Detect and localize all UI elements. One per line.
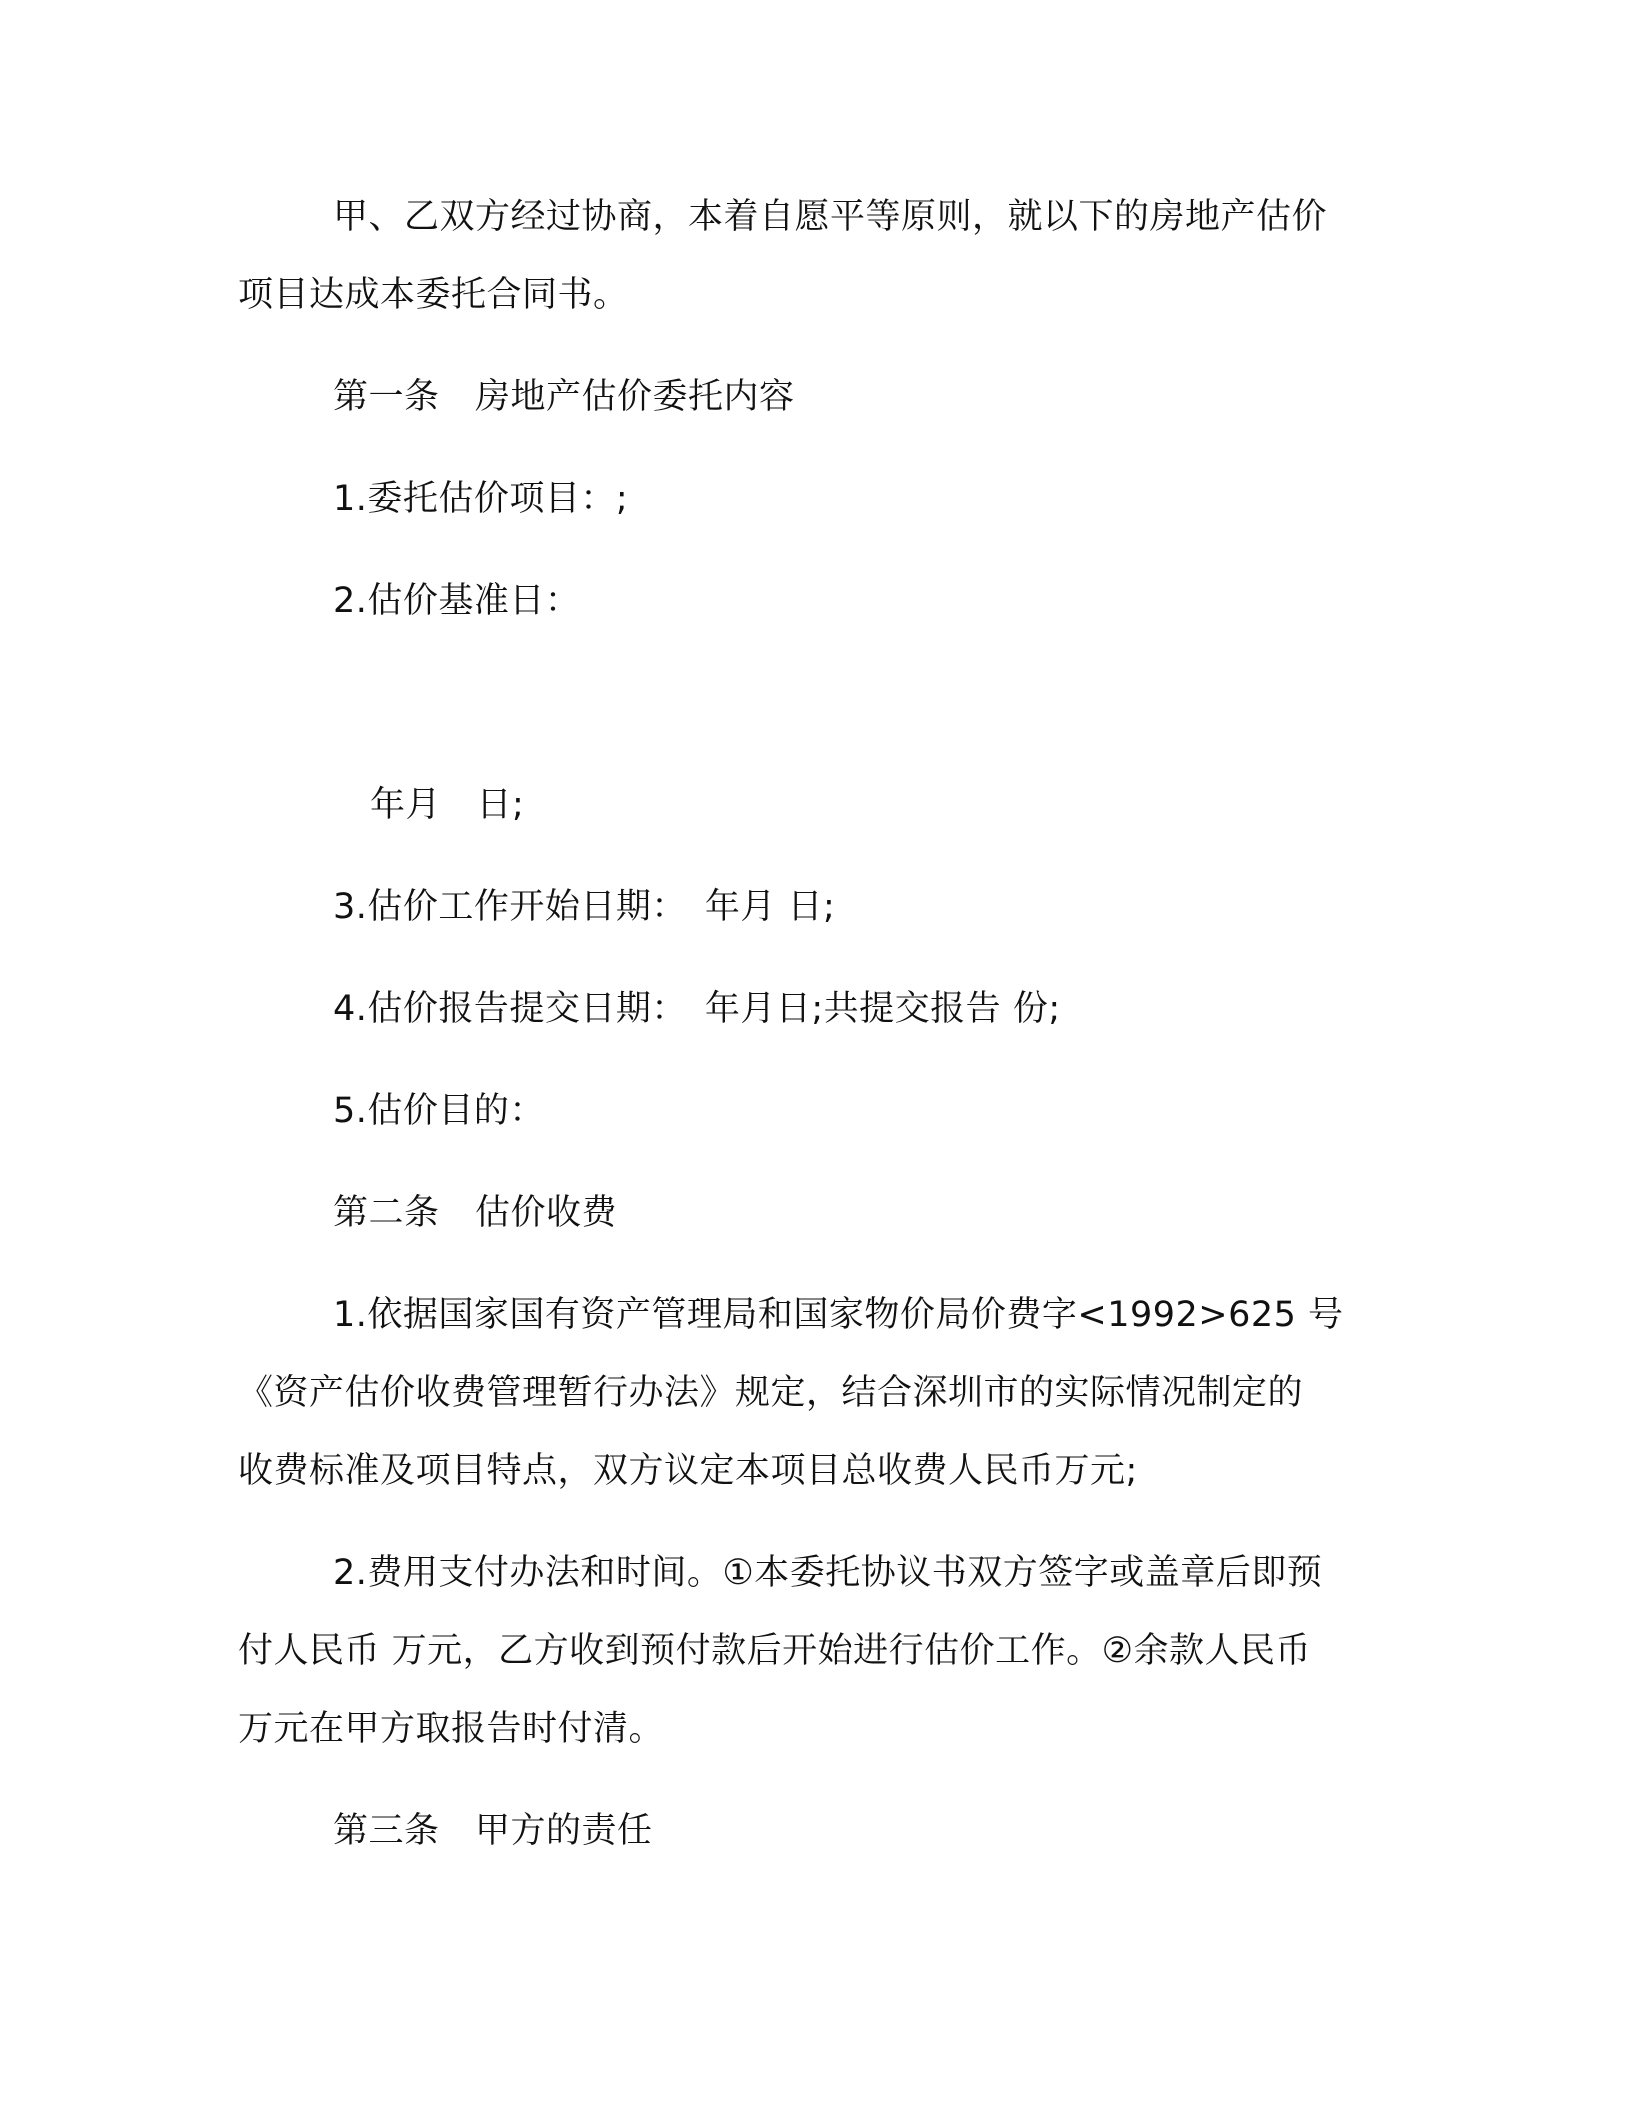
item-3-line: 3.估价工作开始日期： 年月 日;: [333, 887, 836, 927]
fee-basis-line-1: 1.依据国家国有资产管理局和国家物价局价费字<1992>625 号: [333, 1295, 1344, 1335]
payment-line-3: 万元在甲方取报告时付清。: [238, 1709, 665, 1749]
fee-basis-line-2: 《资产估价收费管理暂行办法》规定，结合深圳市的实际情况制定的: [238, 1373, 1304, 1413]
item-1-line: 1.委托估价项目：;: [333, 479, 629, 519]
item-5-line: 5.估价目的：: [333, 1091, 545, 1131]
payment-line-2: 付人民币 万元，乙方收到预付款后开始进行估价工作。②余款人民币: [238, 1631, 1312, 1671]
article-1-heading: 第一条 房地产估价委托内容: [333, 377, 795, 417]
intro-line-1: 甲、乙双方经过协商，本着自愿平等原则，就以下的房地产估价: [333, 197, 1328, 237]
fee-basis-line-3: 收费标准及项目特点，双方议定本项目总收费人民币万元;: [238, 1451, 1138, 1491]
article-2-heading: 第二条 估价收费: [333, 1193, 618, 1233]
intro-line-2: 项目达成本委托合同书。: [238, 275, 629, 315]
article-3-heading: 第三条 甲方的责任: [333, 1811, 653, 1851]
item-2-line: 2.估价基准日：: [333, 581, 581, 621]
item-4-line: 4.估价报告提交日期： 年月日;共提交报告 份;: [333, 989, 1061, 1029]
date-line: 年月 日;: [370, 785, 525, 825]
payment-line-1: 2.费用支付办法和时间。①本委托协议书双方签字或盖章后即预: [333, 1553, 1323, 1593]
